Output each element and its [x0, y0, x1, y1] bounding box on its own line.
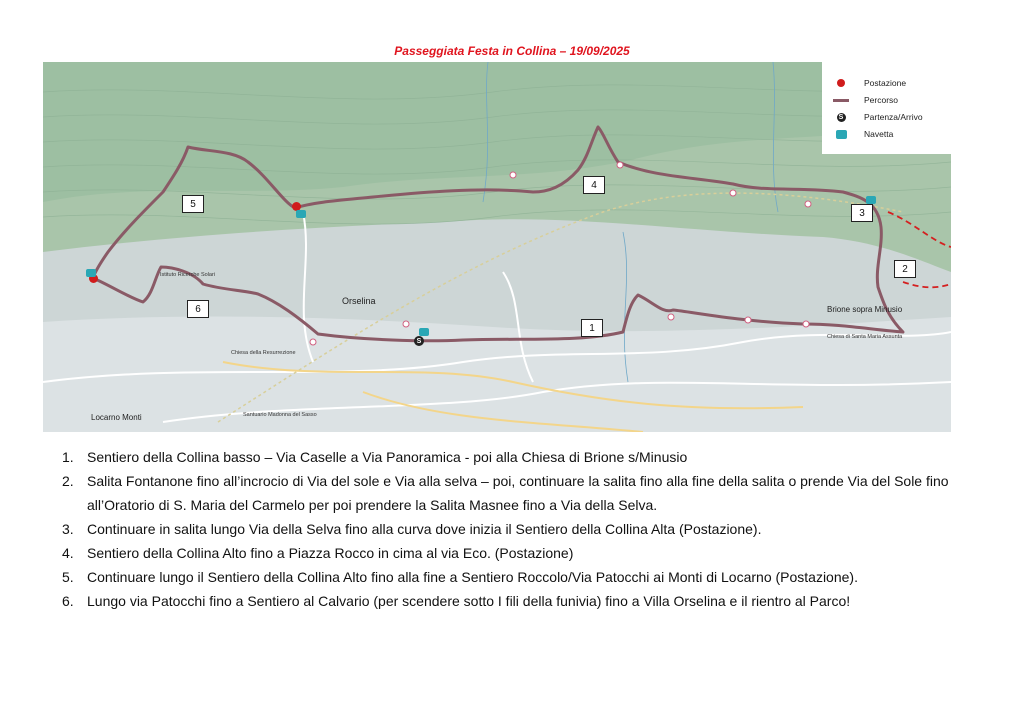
start-finish-icon[interactable]: S: [414, 336, 424, 346]
place-orselina: Orselina: [342, 296, 376, 306]
legend-item: [832, 93, 898, 107]
legend-label: Percorso: [864, 95, 899, 105]
section-label-4: 4: [583, 176, 605, 194]
step-number: 2.: [62, 473, 74, 489]
section-label-2: 2: [894, 260, 916, 278]
step-text: Lungo via Patocchi fino a Sentiero al Calvario (per scendere sotto I fili della funivia) fino a Villa Orselina e il rientro al Parco!: [87, 593, 851, 609]
legend-item: [832, 127, 893, 141]
list-item: [62, 469, 992, 517]
station-dot-icon: [837, 79, 845, 87]
step-text: Continuare lungo il Sentiero della Collina Alto fino alla fine a Sentiero Roccolo/Via Patocchi ai Monti di Locarno (Postazione).: [87, 569, 858, 585]
step-text: Sentiero della Collina Alto fino a Piazza Rocco in cima al via Eco. (Postazione): [87, 545, 574, 561]
section-label-6: 6: [187, 300, 209, 318]
place-brione: Brione sopra Minusio: [827, 305, 903, 314]
urban-lower: [43, 317, 951, 432]
start-finish-icon: S: [837, 113, 846, 122]
shuttle-bus-icon: [866, 196, 876, 204]
shuttle-bus-icon: [296, 210, 306, 218]
legend-item: [832, 76, 906, 90]
step-text: Sentiero della Collina basso – Via Caselle a Via Panoramica - poi alla Chiesa di Brione s/Minusio: [87, 449, 688, 465]
shuttle-bus-icon: [86, 269, 96, 277]
shuttle-bus-icon: [419, 328, 429, 336]
list-item: [62, 445, 992, 469]
list-item: [62, 541, 992, 565]
list-item: [62, 517, 992, 541]
step-text: Continuare in salita lungo Via della Selva fino alla curva dove inizia il Sentiero della Collina Alta (Postazione).: [87, 521, 762, 537]
route-steps-list: [62, 445, 992, 613]
step-text: Salita Fontanone fino all’incrocio di Via del sole e Via alla selva – poi, continuare la salita fino alla fine della salita o prende Via del Sole fino all’Oratorio di S. Maria del Carmelo per poi prendere la Salita Masnee fino a Via della Selva.: [87, 473, 949, 513]
legend-item: [832, 110, 923, 124]
map-title: Passeggiata Festa in Collina – 19/09/2025: [394, 44, 630, 58]
map-canvas: [43, 62, 951, 432]
legend-label: Navetta: [864, 129, 894, 139]
place-istituto: Istituto Ricerche Solari: [160, 272, 216, 278]
section-label-1: 1: [581, 319, 603, 337]
place-chiesa-resurrezione: Chiesa della Resurrezione: [231, 350, 296, 356]
route-map[interactable]: [43, 62, 951, 432]
legend-label: Partenza/Arrivo: [864, 112, 923, 122]
section-label-5: 5: [182, 195, 204, 213]
step-number: 5.: [62, 569, 74, 585]
step-number: 6.: [62, 593, 74, 609]
step-number: 4.: [62, 545, 74, 561]
section-label-3: 3: [851, 204, 873, 222]
map-legend: [822, 62, 951, 154]
route-line-icon: [833, 99, 849, 102]
list-item: [62, 589, 992, 613]
place-locarno-monti: Locarno Monti: [91, 413, 142, 422]
shuttle-bus-icon: [836, 130, 847, 139]
place-sanatorio: Santuario Madonna del Sasso: [243, 412, 317, 418]
list-item: [62, 565, 992, 589]
legend-label: Postazione: [864, 78, 907, 88]
step-number: 3.: [62, 521, 74, 537]
place-chiesa-brione: Chiesa di Santa Maria Assunta: [827, 334, 903, 340]
step-number: 1.: [62, 449, 74, 465]
